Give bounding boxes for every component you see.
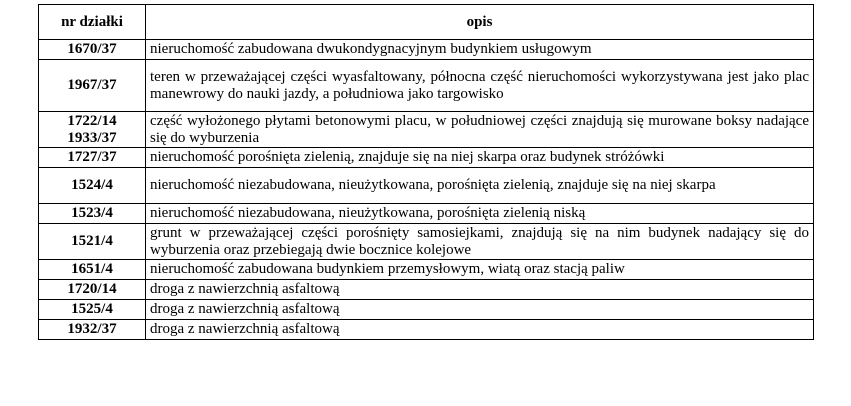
table-row	[39, 224, 814, 260]
table-row	[39, 60, 814, 112]
table-row	[39, 148, 814, 168]
parcel-description-cell: nieruchomość zabudowana budynkiem przemysłowym, wiatą oraz stacją paliw	[146, 260, 814, 280]
parcel-number: 1524/4	[71, 177, 113, 193]
parcel-number-cell	[39, 320, 146, 340]
table-row	[39, 260, 814, 280]
parcel-description-cell: nieruchomość niezabudowana, nieużytkowana, porośnięta zielenią niską	[146, 204, 814, 224]
parcel-number: 1521/4	[71, 233, 113, 249]
parcel-number-cell	[39, 260, 146, 280]
parcel-number-cell	[39, 204, 146, 224]
parcel-number: 1720/14	[67, 281, 117, 297]
header-nr-dzialki: nr działki	[39, 5, 146, 40]
parcel-description-cell: część wyłożonego płytami betonowymi placu, w południowej części znajdują się murowane boksy nadające się do wyburzenia	[146, 112, 814, 148]
parcel-description-cell: droga z nawierzchnią asfaltową	[146, 280, 814, 300]
parcel-number-cell	[39, 148, 146, 168]
parcel-number-cell	[39, 168, 146, 204]
parcel-number-cell	[39, 60, 146, 112]
parcel-number: 1670/37	[67, 41, 117, 57]
parcel-description-cell: grunt w przeważającej części porośnięty samosiejkami, znajdują się na nim budynek nadający się do wyburzenia oraz przebiegają dwie bocznice kolejowe	[146, 224, 814, 260]
parcel-number: 1651/4	[71, 261, 113, 277]
table-row	[39, 280, 814, 300]
parcel-description-cell: droga z nawierzchnią asfaltową	[146, 300, 814, 320]
parcel-number-cell	[39, 112, 146, 148]
table-body	[39, 40, 814, 340]
parcel-number: 1932/37	[67, 321, 117, 337]
parcel-number-cell	[39, 224, 146, 260]
parcel-number: 1933/37	[67, 129, 117, 146]
parcel-number-cell	[39, 280, 146, 300]
table-row	[39, 112, 814, 148]
parcel-description-cell: teren w przeważającej części wyasfaltowany, północna część nieruchomości wykorzystywana jest jako plac manewrowy do nauki jazdy, a południowa jako targowisko	[146, 60, 814, 112]
table-row	[39, 40, 814, 60]
parcel-table	[38, 4, 814, 340]
parcel-description-cell: nieruchomość zabudowana dwukondygnacyjnym budynkiem usługowym	[146, 40, 814, 60]
parcel-number: 1727/37	[67, 149, 117, 165]
table-row	[39, 320, 814, 340]
table-header-row	[39, 5, 814, 40]
header-opis: opis	[146, 5, 814, 40]
parcel-description-cell: nieruchomość porośnięta zielenią, znajduje się na niej skarpa oraz budynek stróżówki	[146, 148, 814, 168]
table-row	[39, 300, 814, 320]
parcel-number-cell	[39, 40, 146, 60]
parcel-description-cell: nieruchomość niezabudowana, nieużytkowana, porośnięta zielenią, znajduje się na niej skarpa	[146, 168, 814, 204]
parcel-number: 1523/4	[71, 205, 113, 221]
parcel-number-cell	[39, 300, 146, 320]
parcel-number: 1722/14	[67, 112, 117, 129]
parcel-description-cell: droga z nawierzchnią asfaltową	[146, 320, 814, 340]
parcel-number: 1967/37	[67, 77, 117, 93]
table-row	[39, 204, 814, 224]
table-row	[39, 168, 814, 204]
parcel-number: 1525/4	[71, 301, 113, 317]
